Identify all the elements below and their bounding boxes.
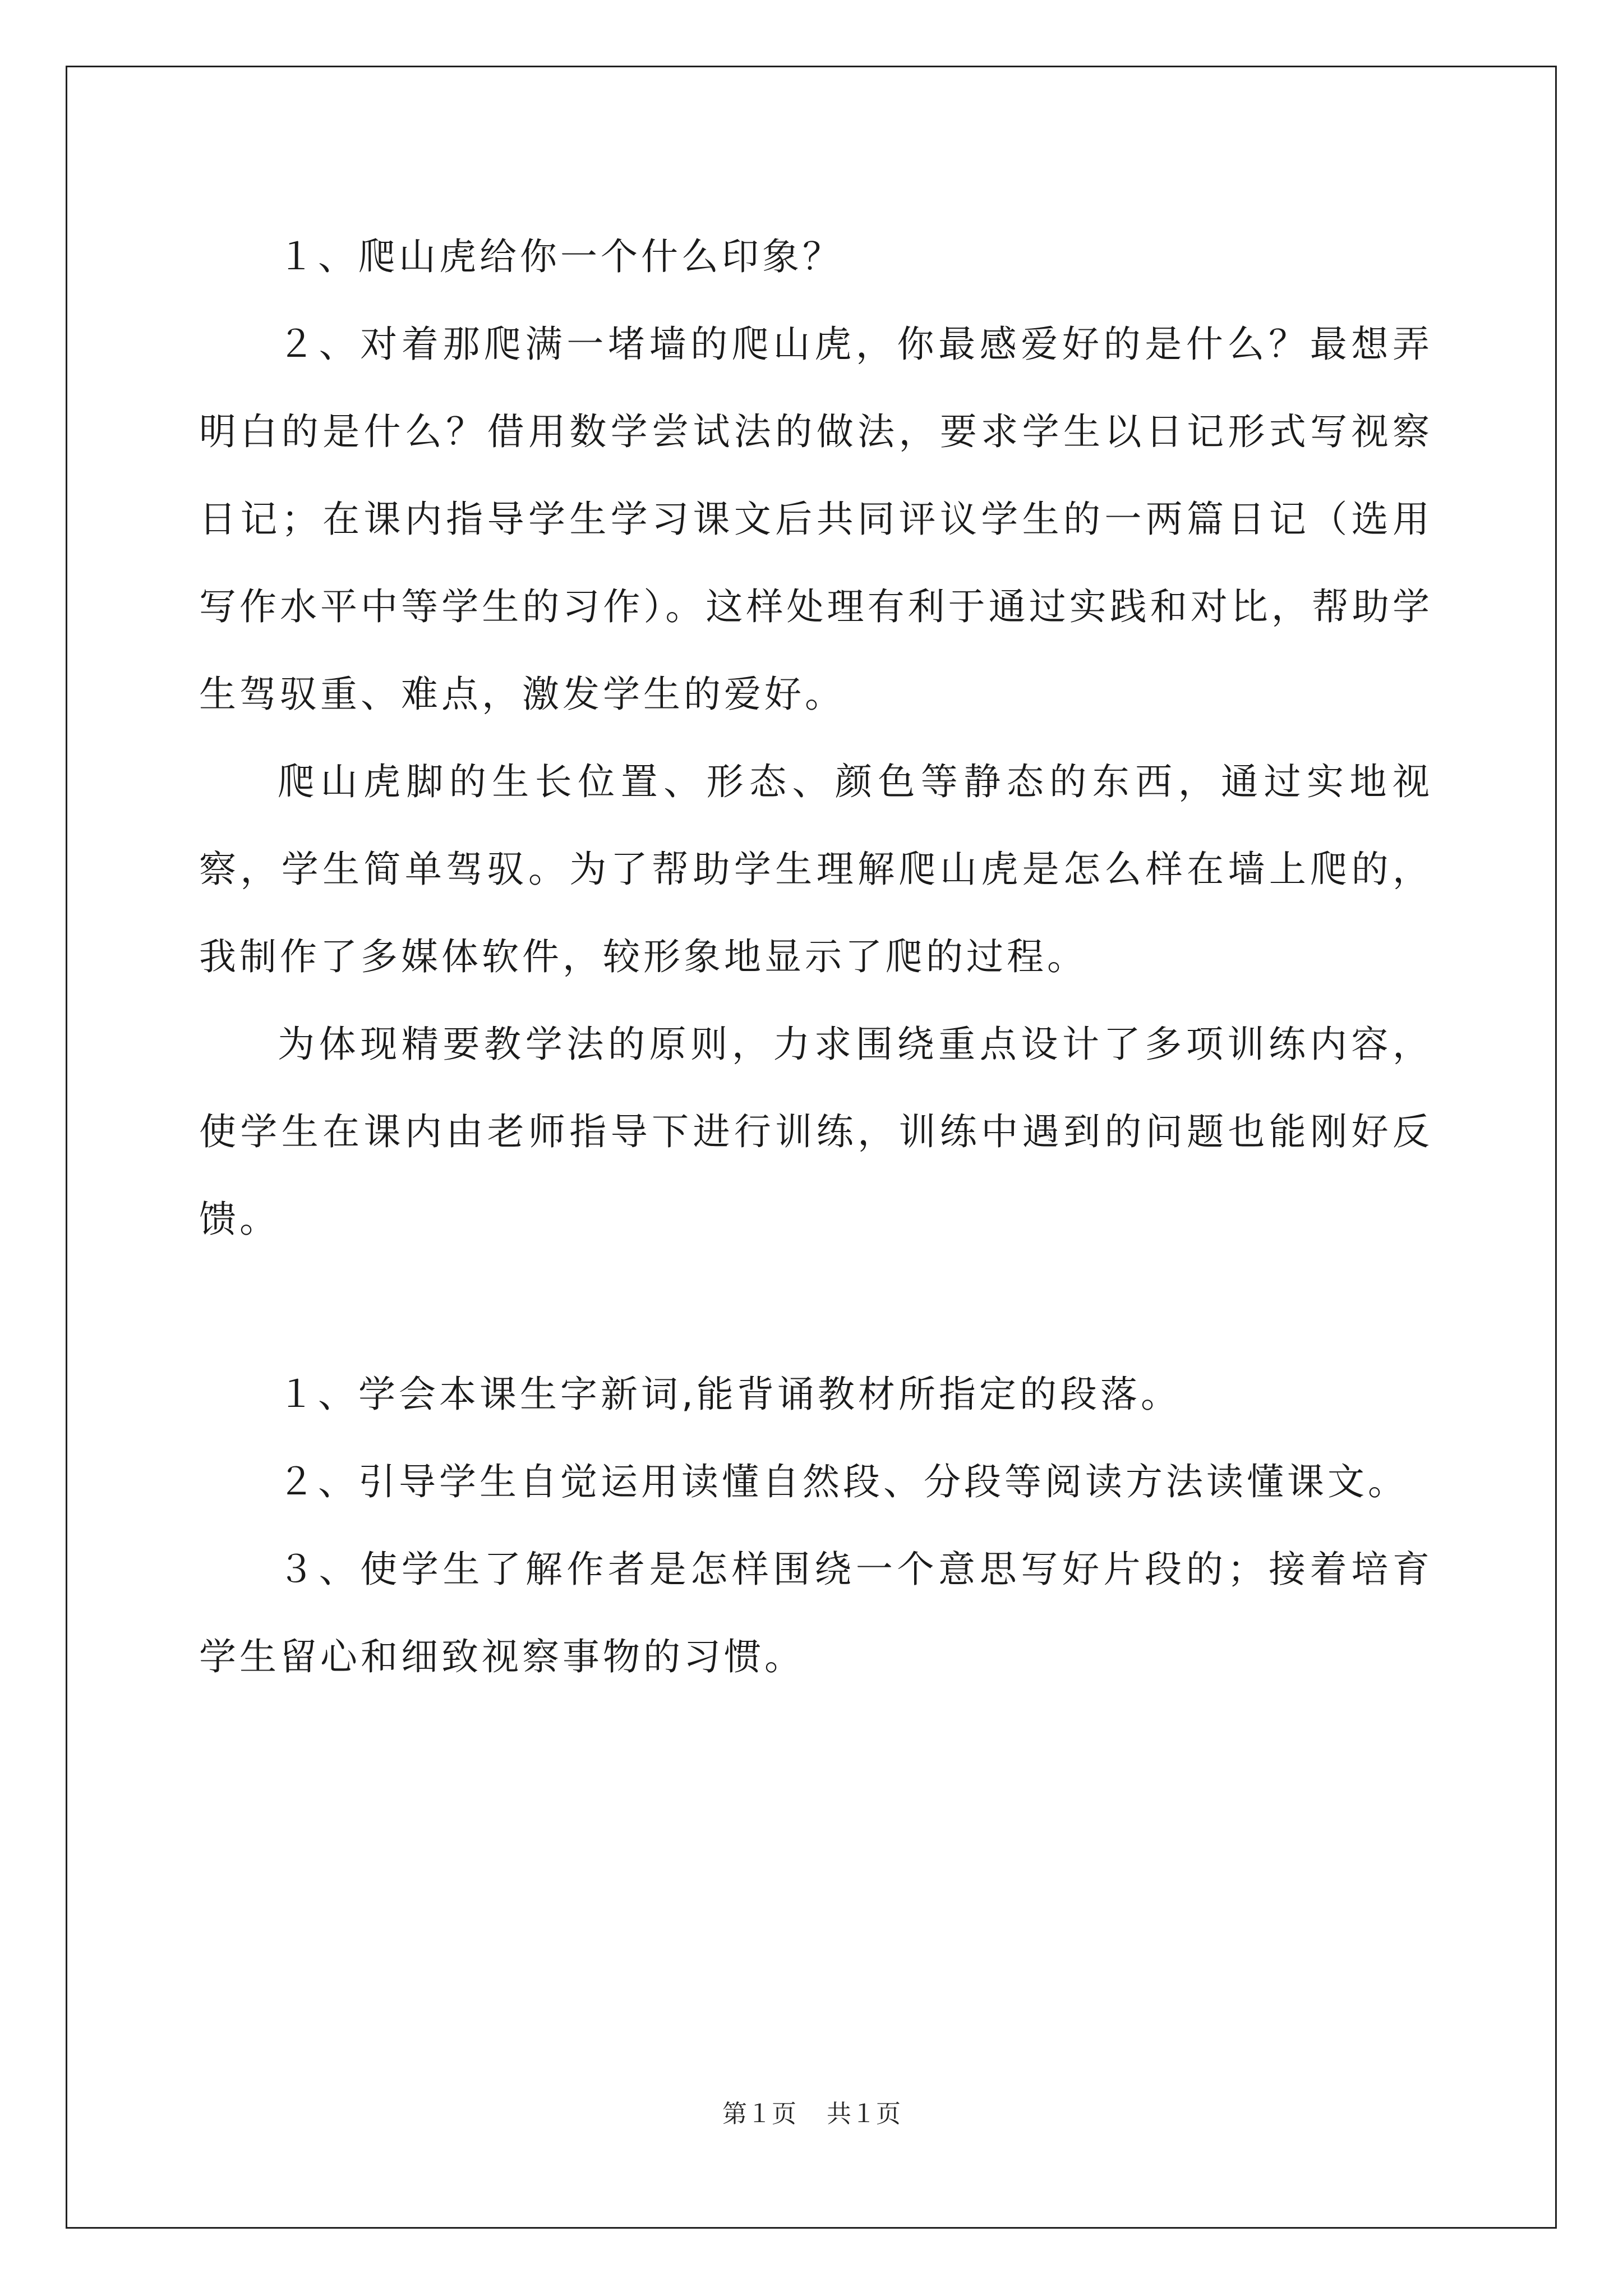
paragraph: ３、使学生了解作者是怎样围绕一个意思写好片段的；接着培育学生留心和细致视察事物的习惯。 — [199, 1548, 1433, 1678]
paragraph: ２、引导学生自觉运用读懂自然段、分段等阅读方法读懂课文。 — [278, 1460, 1408, 1503]
page-footer — [0, 2093, 1623, 2129]
paragraph: １、爬山虎给你一个什么印象？ — [278, 235, 843, 278]
page-total: 共１页 — [827, 2100, 901, 2128]
section-gap — [199, 1263, 1433, 1351]
paragraph: 为体现精要教学法的原则，力求围绕重点设计了多项训练内容，使学生在课内由老师指导下进行训练，训练中遇到的问题也能刚好反馈。 — [199, 1023, 1433, 1241]
paragraph: １、学会本课生字新词,能背诵教材所指定的段落。 — [278, 1373, 1181, 1416]
document-body — [199, 213, 1433, 1701]
page-number: 第１页 — [722, 2100, 796, 2128]
paragraph: ２、对着那爬满一堵墙的爬山虎，你最感爱好的是什么？最想弄明白的是什么？借用数学尝试法的做法，要求学生以日记形式写视察日记；在课内指导学生学习课文后共同评议学生的一两篇日记（选用写作水平中等学生的习作）。这样处理有利于通过实践和对比，帮助学生驾驭重、难点，激发学生的爱好。 — [199, 323, 1433, 716]
paragraph: 爬山虎脚的生长位置、形态、颜色等静态的东西，通过实地视察，学生简单驾驭。为了帮助学生理解爬山虎是怎么样在墙上爬的，我制作了多媒体软件，较形象地显示了爬的过程。 — [199, 760, 1433, 978]
